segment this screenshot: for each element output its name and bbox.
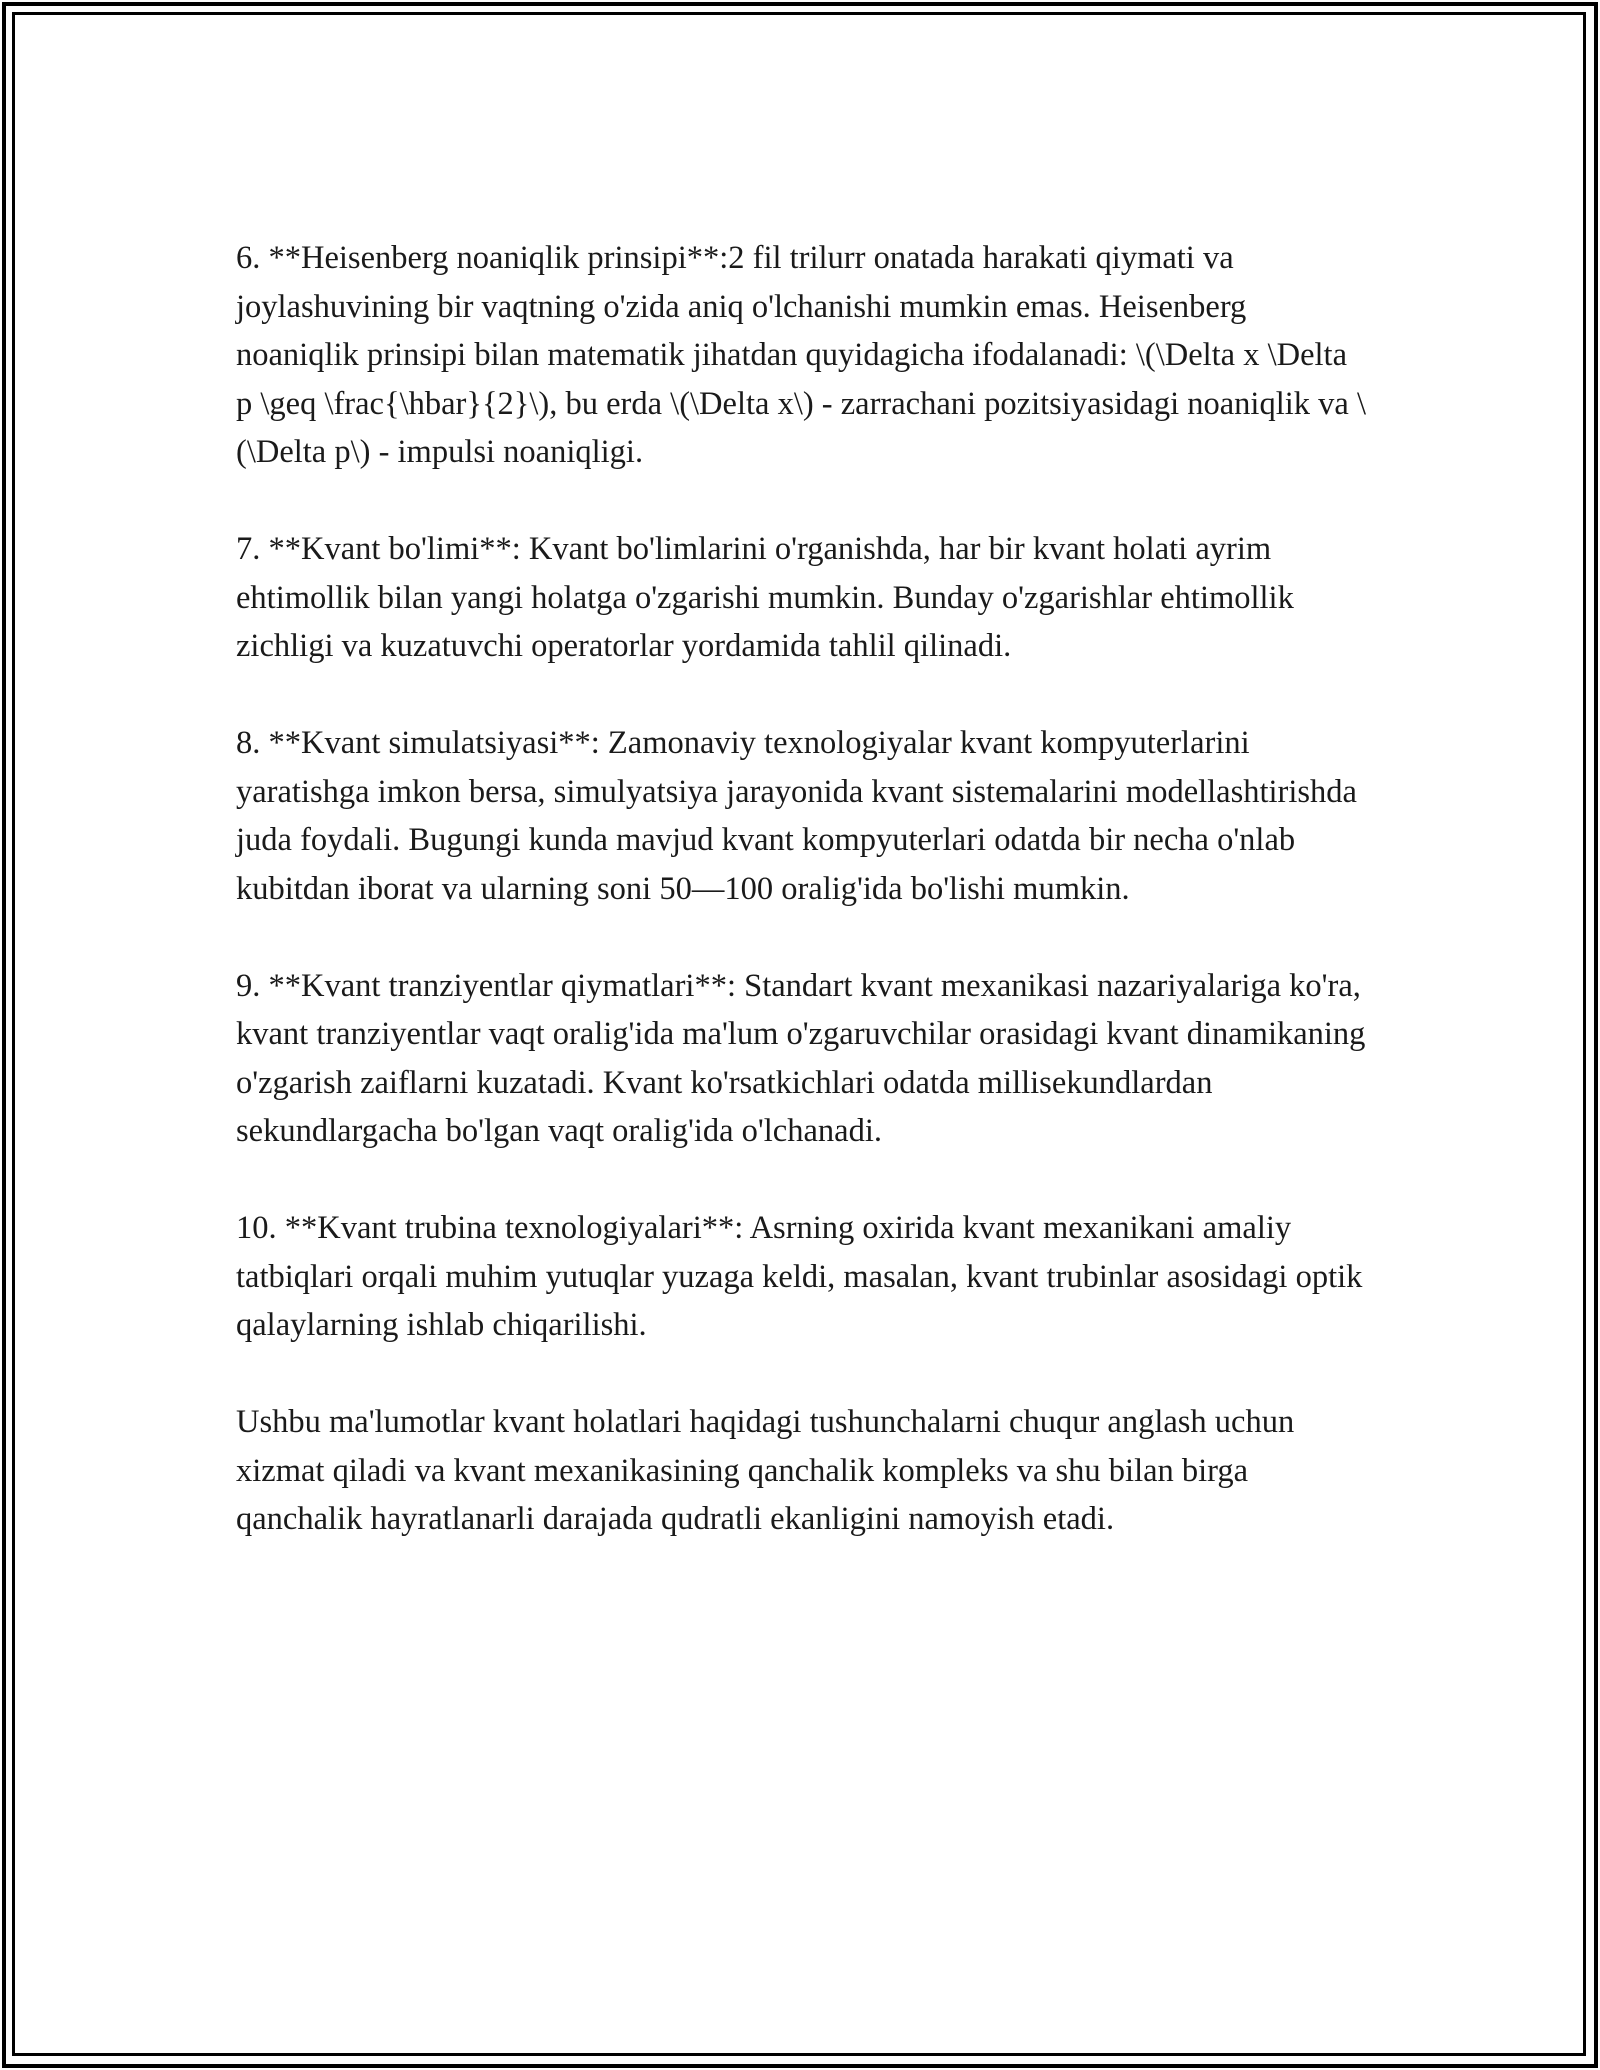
paragraph-kvant-bolimi: 7. **Kvant bo'limi**: Kvant bo'limlarini o'rganishda, har bir kvant holati ayrim ehtimollik bilan yangi holatga o'zgarishi mumkin. Bunday o'zgarishlar ehtimollik zichligi va kuzatuvchi operatorlar yordamida tahlil qilinadi. <box>236 531 1294 664</box>
paragraph-conclusion: Ushbu ma'lumotlar kvant holatlari haqidagi tushunchalarni chuqur anglash uchun xizmat qiladi va kvant mexanikasining qanchalik kompleks va shu bilan birga qanchalik hayratlanarli darajada qudratli ekanligini namoyish etadi. <box>236 1404 1295 1537</box>
paragraph-kvant-tranziyentlar: 9. **Kvant tranziyentlar qiymatlari**: Standart kvant mexanikasi nazariyalariga ko'ra, kvant tranziyentlar vaqt oralig'ida ma'lum o'zgaruvchilar orasidagi kvant dinamikaning o'zgarish zaiflarni kuzatadi. Kvant ko'rsatkichlari odatda millisekundlardan sekundlargacha bo'lgan vaqt oralig'ida o'lchanadi. <box>236 967 1366 1149</box>
paragraph-heisenberg: 6. **Heisenberg noaniqlik prinsipi**:2 fil trilurr onatada harakati qiymati va joylashuvining bir vaqtning o'zida aniq o'lchanishi mumkin emas. Heisenberg noaniqlik prinsipi bilan matematik jihatdan quyidagicha ifodalanadi: \(\Delta x \Delta p \geq \frac{\hbar}{2}\), bu erda \(\Delta x\) - zarrachani pozitsiyasidagi noaniqlik va \(\Delta p\) - impulsi noaniqligi. <box>236 240 1366 470</box>
document-body <box>236 234 1366 1592</box>
paragraph-kvant-trubina: 10. **Kvant trubina texnologiyalari**: Asrning oxirida kvant mexanikani amaliy tatbiqlari orqali muhim yutuqlar yuzaga keldi, masalan, kvant trubinlar asosidagi optik qalaylarning ishlab chiqarilishi. <box>236 1210 1363 1343</box>
paragraph-kvant-simulatsiyasi: 8. **Kvant simulatsiyasi**: Zamonaviy texnologiyalar kvant kompyuterlarini yaratishga imkon bersa, simulyatsiya jarayonida kvant sistemalarini modellashtirishda juda foydali. Bugungi kunda mavjud kvant kompyuterlari odatda bir necha o'nlab kubitdan iborat va ularning soni 50—100 oralig'ida bo'lishi mumkin. <box>236 725 1357 907</box>
